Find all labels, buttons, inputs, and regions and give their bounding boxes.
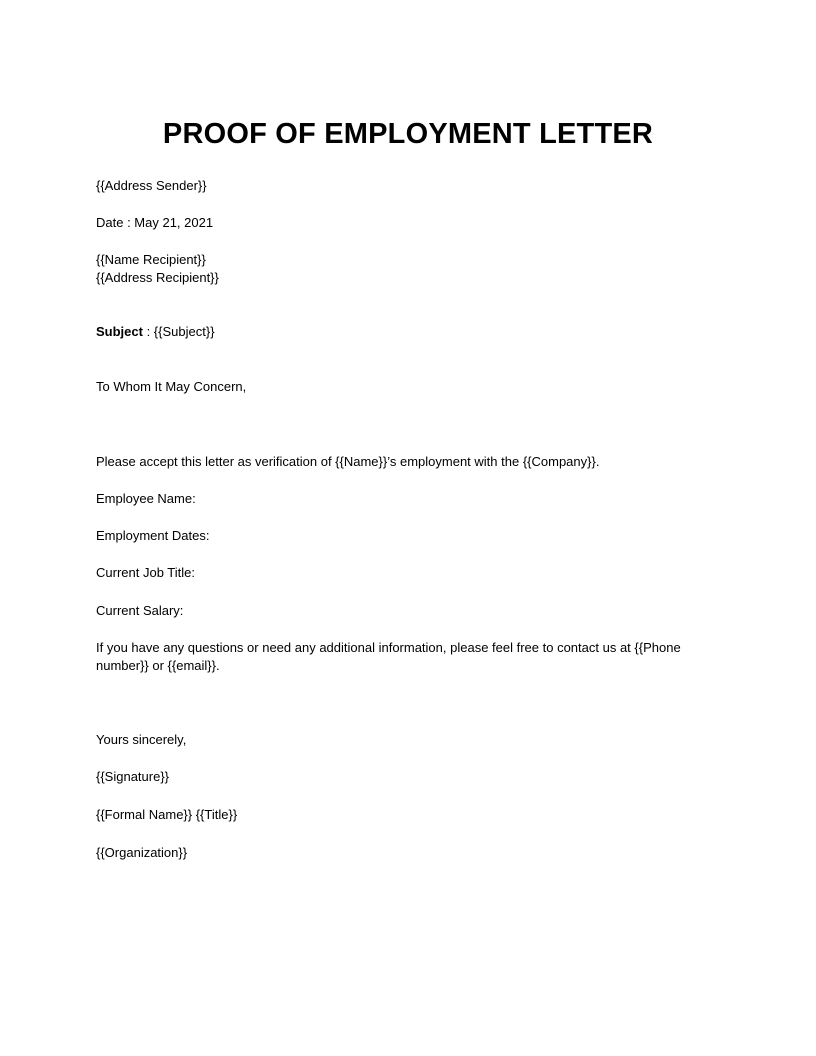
- closing: Yours sincerely,: [96, 732, 187, 747]
- address-recipient: {{Address Recipient}}: [96, 270, 219, 285]
- subject-value: : {{Subject}}: [142, 324, 215, 339]
- subject-label: Subject: [96, 324, 143, 339]
- document-title: PROOF OF EMPLOYMENT LETTER: [162, 118, 654, 150]
- signature-placeholder: {{Signature}}: [96, 769, 170, 784]
- organization: {{Organization}}: [96, 845, 188, 860]
- subject-line: [96, 323, 736, 341]
- current-salary-field: Current Salary:: [96, 603, 184, 618]
- employment-dates-field: Employment Dates:: [96, 528, 210, 543]
- date-line: Date : May 21, 2021: [96, 215, 214, 230]
- employee-name-field: Employee Name:: [96, 491, 196, 506]
- intro-paragraph: Please accept this letter as verification of {{Name}}’s employment with the {{Company}}.: [96, 454, 600, 469]
- formal-name-title: {{Formal Name}} {{Title}}: [96, 807, 238, 822]
- contact-paragraph-line-1: If you have any questions or need any additional information, please feel free to contact us at {{Phone: [96, 640, 681, 655]
- salutation: To Whom It May Concern,: [96, 379, 247, 394]
- current-job-title-field: Current Job Title:: [96, 565, 195, 580]
- address-sender: {{Address Sender}}: [96, 178, 207, 193]
- contact-paragraph-line-2: number}} or {{email}}.: [96, 658, 220, 673]
- name-recipient: {{Name Recipient}}: [96, 252, 206, 267]
